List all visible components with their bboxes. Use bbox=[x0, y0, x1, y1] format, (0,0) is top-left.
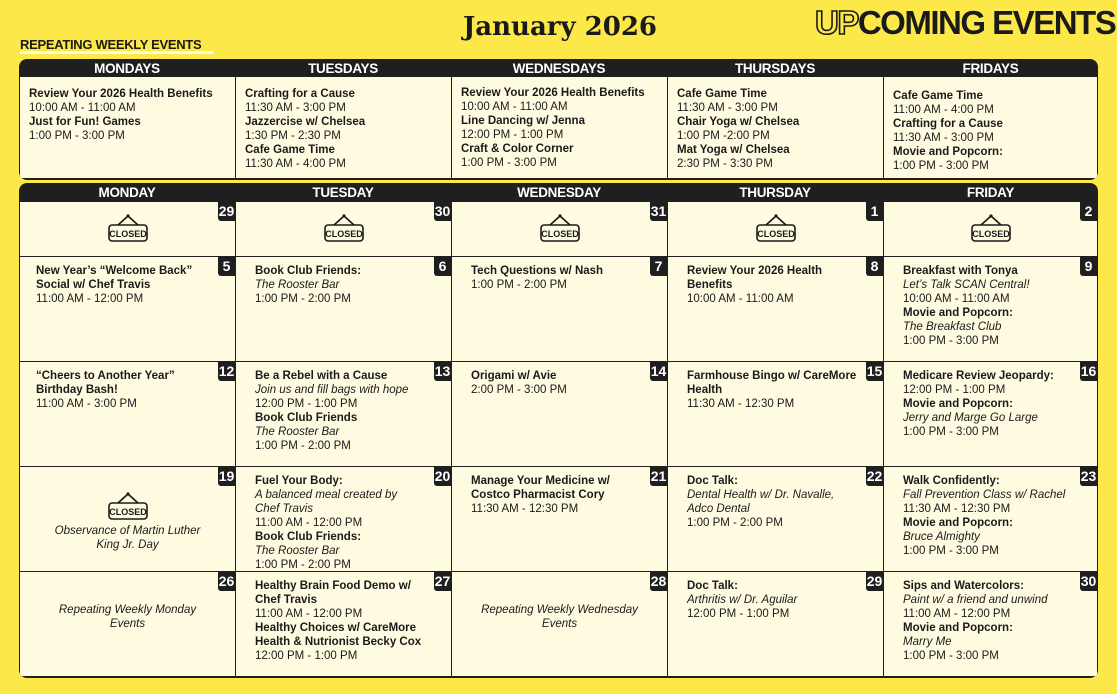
event-title: Just for Fun! Games bbox=[29, 116, 141, 128]
event-title: Doc Talk: bbox=[687, 580, 738, 592]
event-time: 11:30 AM - 4:00 PM bbox=[245, 158, 346, 170]
event-title: Healthy Brain Food Demo w/ bbox=[255, 580, 411, 592]
event-title: Movie and Popcorn: bbox=[903, 398, 1013, 410]
event-detail: Dental Health w/ Dr. Navalle, bbox=[687, 489, 835, 501]
day-number: 15 bbox=[866, 363, 883, 379]
closed-sign-icon bbox=[539, 213, 581, 247]
day-cell bbox=[20, 467, 235, 571]
upcoming-events-title bbox=[815, 4, 1115, 42]
day-number: 30 bbox=[1080, 573, 1097, 589]
repeating-events-label: REPEATING WEEKLY EVENTS bbox=[20, 37, 202, 52]
closed-label: CLOSED bbox=[971, 229, 1010, 239]
event-time: 10:00 AM - 11:00 AM bbox=[461, 101, 568, 113]
event-time: 1:00 PM - 2:00 PM bbox=[255, 440, 351, 452]
event-title: Be a Rebel with a Cause bbox=[255, 370, 388, 382]
weekly-cell-tuesdays bbox=[236, 77, 451, 178]
event-time: 1:00 PM - 3:00 PM bbox=[461, 157, 557, 169]
event-detail: Let’s Talk SCAN Central! bbox=[903, 279, 1030, 291]
weekly-event-list bbox=[668, 77, 883, 171]
event-title: Costco Pharmacist Cory bbox=[471, 489, 605, 501]
day-number: 13 bbox=[434, 363, 451, 379]
day-number: 8 bbox=[866, 257, 883, 276]
day-event-list bbox=[236, 257, 451, 306]
event-detail: Marry Me bbox=[903, 636, 952, 648]
event-time: 2:00 PM - 3:00 PM bbox=[471, 384, 567, 396]
day-cell bbox=[668, 572, 883, 676]
day-event-list bbox=[884, 572, 1097, 663]
event-time: 11:30 AM - 3:00 PM bbox=[677, 102, 778, 114]
day-number: 31 bbox=[650, 203, 667, 219]
weekly-cell-thursdays bbox=[668, 77, 883, 178]
closed-label: CLOSED bbox=[108, 507, 147, 517]
closed-label: CLOSED bbox=[324, 229, 363, 239]
day-cell bbox=[20, 362, 235, 466]
event-title: Fuel Your Body: bbox=[255, 475, 343, 487]
event-title: Cafe Game Time bbox=[245, 144, 335, 156]
event-detail: Fall Prevention Class w/ Rachel bbox=[903, 489, 1066, 501]
day-number: 20 bbox=[434, 468, 451, 484]
event-time: 1:30 PM - 2:30 PM bbox=[245, 130, 341, 142]
event-title: Crafting for a Cause bbox=[245, 88, 355, 100]
event-time: 1:00 PM -2:00 PM bbox=[677, 130, 770, 142]
day-event-list bbox=[236, 362, 451, 453]
event-title: Crafting for a Cause bbox=[893, 118, 1003, 130]
note-line: Observance of Martin Luther bbox=[54, 525, 201, 537]
day-event-list bbox=[452, 257, 667, 292]
event-time: 1:00 PM - 3:00 PM bbox=[29, 130, 125, 142]
event-time: 1:00 PM - 3:00 PM bbox=[903, 426, 999, 438]
day-number: 29 bbox=[218, 203, 235, 219]
day-cell bbox=[452, 572, 667, 676]
day-cell bbox=[884, 202, 1097, 256]
event-time: 1:00 PM - 2:00 PM bbox=[687, 517, 783, 529]
calendar-header-tuesday: TUESDAY bbox=[312, 185, 374, 200]
weekly-event-list bbox=[20, 77, 235, 143]
event-detail: Join us and fill bags with hope bbox=[255, 384, 409, 396]
event-time: 1:00 PM - 3:00 PM bbox=[893, 160, 989, 172]
event-title: Book Club Friends bbox=[255, 412, 358, 424]
event-time: 12:00 PM - 1:00 PM bbox=[461, 129, 564, 141]
event-time: 12:00 PM - 1:00 PM bbox=[903, 384, 1006, 396]
day-cell bbox=[452, 362, 667, 466]
event-title: Craft & Color Corner bbox=[461, 143, 574, 155]
closed-sign-icon bbox=[323, 213, 365, 247]
event-time: 11:00 AM - 12:00 PM bbox=[255, 608, 363, 620]
event-title: Book Club Friends: bbox=[255, 265, 362, 277]
day-number: 14 bbox=[650, 363, 667, 379]
event-detail: Adco Dental bbox=[687, 503, 750, 515]
event-time: 11:00 AM - 3:00 PM bbox=[36, 398, 137, 410]
day-number: 28 bbox=[650, 573, 667, 589]
day-cell bbox=[236, 257, 451, 361]
day-event-list bbox=[884, 467, 1097, 558]
day-number: 5 bbox=[218, 257, 235, 276]
event-title: Review Your 2026 Health Benefits bbox=[461, 87, 645, 99]
event-detail: Paint w/ a friend and unwind bbox=[903, 594, 1048, 606]
calendar-header-thursday: THURSDAY bbox=[739, 185, 811, 200]
day-note bbox=[20, 603, 235, 631]
closed-sign-icon bbox=[755, 213, 797, 247]
weekly-header-tuesdays: TUESDAYS bbox=[308, 61, 378, 76]
calendar-header-wednesday: WEDNESDAY bbox=[517, 185, 601, 200]
event-title: Health bbox=[687, 384, 723, 396]
day-number: 6 bbox=[434, 257, 451, 276]
day-event-list bbox=[668, 467, 883, 530]
day-cell bbox=[668, 202, 883, 256]
event-detail: A balanced meal created by bbox=[255, 489, 398, 501]
event-title: Health & Nutrionist Becky Cox bbox=[255, 636, 422, 648]
day-cell bbox=[668, 257, 883, 361]
event-title: Cafe Game Time bbox=[893, 90, 983, 102]
day-note bbox=[452, 603, 667, 631]
day-cell bbox=[236, 572, 451, 676]
calendar-header-row bbox=[19, 183, 1098, 201]
calendar-header-monday: MONDAY bbox=[98, 185, 156, 200]
day-cell bbox=[668, 362, 883, 466]
day-number: 30 bbox=[434, 203, 451, 219]
event-time: 1:00 PM - 3:00 PM bbox=[903, 650, 999, 662]
day-number: 9 bbox=[1080, 257, 1097, 276]
event-time: 11:30 AM - 3:00 PM bbox=[893, 132, 994, 144]
day-cell bbox=[884, 572, 1097, 676]
day-cell bbox=[236, 362, 451, 466]
event-detail: The Rooster Bar bbox=[255, 279, 340, 291]
event-detail: Bruce Almighty bbox=[903, 531, 980, 543]
day-number: 7 bbox=[650, 257, 667, 276]
event-time: 11:30 AM - 12:30 PM bbox=[471, 503, 579, 515]
day-cell bbox=[236, 467, 451, 571]
event-title: Review Your 2026 Health Benefits bbox=[29, 88, 213, 100]
event-time: 11:00 AM - 4:00 PM bbox=[893, 104, 994, 116]
weekly-events-table bbox=[19, 59, 1098, 180]
event-title: Mat Yoga w/ Chelsea bbox=[677, 144, 790, 156]
weekly-cell-fridays bbox=[884, 77, 1097, 178]
day-cell bbox=[884, 362, 1097, 466]
event-title: Line Dancing w/ Jenna bbox=[461, 115, 585, 127]
event-time: 11:30 AM - 12:30 PM bbox=[687, 398, 795, 410]
event-time: 11:00 AM - 12:00 PM bbox=[36, 293, 144, 305]
event-time: 11:30 AM - 3:00 PM bbox=[245, 102, 346, 114]
day-event-list bbox=[884, 362, 1097, 439]
event-time: 12:00 PM - 1:00 PM bbox=[255, 398, 358, 410]
event-title: Chair Yoga w/ Chelsea bbox=[677, 116, 800, 128]
event-title: Breakfast with Tonya bbox=[903, 265, 1018, 277]
weekly-header-row bbox=[19, 59, 1098, 77]
weekly-header-mondays: MONDAYS bbox=[94, 61, 160, 76]
event-title: Benefits bbox=[687, 279, 733, 291]
day-cell bbox=[452, 467, 667, 571]
note-line: Repeating Weekly Monday bbox=[58, 604, 197, 616]
note-line: King Jr. Day bbox=[96, 539, 159, 551]
weekly-event-list bbox=[452, 77, 667, 170]
day-cell bbox=[452, 202, 667, 256]
day-number: 22 bbox=[866, 468, 883, 484]
event-time: 10:00 AM - 11:00 AM bbox=[29, 102, 136, 114]
weekly-cell-wednesdays bbox=[452, 77, 667, 178]
event-time: 1:00 PM - 2:00 PM bbox=[255, 293, 351, 305]
event-time: 1:00 PM - 3:00 PM bbox=[903, 545, 999, 557]
day-event-list bbox=[668, 362, 883, 411]
day-number: 2 bbox=[1080, 202, 1097, 221]
closed-sign-icon bbox=[970, 213, 1012, 247]
event-title: Social w/ Chef Travis bbox=[36, 279, 151, 291]
note-line: Events bbox=[541, 618, 578, 630]
closed-label: CLOSED bbox=[108, 229, 147, 239]
note-line: Events bbox=[109, 618, 146, 630]
day-number: 19 bbox=[218, 468, 235, 484]
event-detail: Jerry and Marge Go Large bbox=[903, 412, 1038, 424]
closed-label: CLOSED bbox=[540, 229, 579, 239]
day-number: 12 bbox=[218, 363, 235, 379]
closed-sign-icon bbox=[107, 213, 149, 247]
day-event-list bbox=[20, 362, 235, 411]
day-number: 21 bbox=[650, 468, 667, 484]
event-title: Book Club Friends: bbox=[255, 531, 362, 543]
event-title: Chef Travis bbox=[255, 594, 317, 606]
day-cell bbox=[668, 467, 883, 571]
event-time: 1:00 PM - 3:00 PM bbox=[903, 335, 999, 347]
day-number: 29 bbox=[866, 573, 883, 589]
event-title: Movie and Popcorn: bbox=[903, 517, 1013, 529]
event-title: Manage Your Medicine w/ bbox=[471, 475, 610, 487]
event-title: Review Your 2026 Health bbox=[687, 265, 823, 277]
event-title: Birthday Bash! bbox=[36, 384, 118, 396]
event-time: 12:00 PM - 1:00 PM bbox=[687, 608, 790, 620]
upcoming-prefix: UP bbox=[815, 4, 858, 41]
event-title: Walk Confidently: bbox=[903, 475, 1000, 487]
event-time: 10:00 AM - 11:00 AM bbox=[687, 293, 794, 305]
event-title: Tech Questions w/ Nash bbox=[471, 265, 604, 277]
day-event-list bbox=[236, 572, 451, 663]
event-time: 11:30 AM - 12:30 PM bbox=[903, 503, 1011, 515]
day-number: 16 bbox=[1080, 363, 1097, 379]
event-time: 2:30 PM - 3:30 PM bbox=[677, 158, 773, 170]
calendar-grid bbox=[19, 183, 1098, 678]
event-title: Farmhouse Bingo w/ CareMore bbox=[687, 370, 857, 382]
event-title: Healthy Choices w/ CareMore bbox=[255, 622, 417, 634]
day-cell bbox=[884, 257, 1097, 361]
weekly-header-fridays: FRIDAYS bbox=[962, 61, 1019, 76]
day-cell bbox=[20, 257, 235, 361]
weekly-header-thursdays: THURSDAYS bbox=[734, 61, 816, 76]
closed-sign-icon bbox=[107, 491, 149, 525]
weekly-cell-mondays bbox=[20, 77, 235, 178]
event-detail: Chef Travis bbox=[255, 503, 313, 515]
note-line: Repeating Weekly Wednesday bbox=[481, 604, 638, 616]
weekly-event-list bbox=[884, 77, 1097, 173]
day-cell bbox=[236, 202, 451, 256]
event-time: 11:00 AM - 12:00 PM bbox=[903, 608, 1011, 620]
event-title: Cafe Game Time bbox=[677, 88, 767, 100]
day-event-list bbox=[452, 362, 667, 397]
calendar-header-friday: FRIDAY bbox=[966, 185, 1015, 200]
day-number: 1 bbox=[866, 202, 883, 221]
day-event-list bbox=[236, 467, 451, 571]
event-time: 12:00 PM - 1:00 PM bbox=[255, 650, 358, 662]
day-event-list bbox=[668, 257, 883, 306]
day-cell bbox=[452, 257, 667, 361]
upcoming-rest: COMING EVENTS bbox=[857, 4, 1116, 41]
day-note bbox=[20, 524, 235, 552]
event-title: Origami w/ Avie bbox=[471, 370, 557, 382]
weekly-event-list bbox=[236, 77, 451, 171]
day-number: 26 bbox=[218, 573, 235, 589]
event-detail: The Breakfast Club bbox=[903, 321, 1002, 333]
event-detail: Arthritis w/ Dr. Aguilar bbox=[687, 594, 798, 606]
event-title: New Year’s “Welcome Back” bbox=[36, 265, 193, 277]
event-title: Movie and Popcorn: bbox=[893, 146, 1003, 158]
day-number: 27 bbox=[434, 573, 451, 589]
event-title: Jazzercise w/ Chelsea bbox=[245, 116, 366, 128]
closed-label: CLOSED bbox=[756, 229, 795, 239]
event-detail: The Rooster Bar bbox=[255, 545, 340, 557]
event-title: Sips and Watercolors: bbox=[903, 580, 1024, 592]
event-detail: The Rooster Bar bbox=[255, 426, 340, 438]
event-time: 1:00 PM - 2:00 PM bbox=[471, 279, 567, 291]
day-number: 23 bbox=[1080, 468, 1097, 484]
day-event-list bbox=[668, 572, 883, 621]
day-cell bbox=[20, 572, 235, 676]
event-time: 11:00 AM - 12:00 PM bbox=[255, 517, 363, 529]
event-title: Medicare Review Jeopardy: bbox=[903, 370, 1054, 382]
event-title: “Cheers to Another Year” bbox=[36, 370, 175, 382]
day-cell bbox=[884, 467, 1097, 571]
day-event-list bbox=[20, 257, 235, 306]
month-title: January 2026 bbox=[463, 12, 658, 42]
event-title: Movie and Popcorn: bbox=[903, 307, 1013, 319]
event-time: 1:00 PM - 2:00 PM bbox=[255, 559, 351, 571]
day-event-list bbox=[884, 257, 1097, 348]
event-title: Doc Talk: bbox=[687, 475, 738, 487]
day-event-list bbox=[452, 467, 667, 516]
event-title: Movie and Popcorn: bbox=[903, 622, 1013, 634]
weekly-header-wednesdays: WEDNESDAYS bbox=[512, 61, 606, 76]
day-cell bbox=[20, 202, 235, 256]
event-time: 10:00 AM - 11:00 AM bbox=[903, 293, 1010, 305]
